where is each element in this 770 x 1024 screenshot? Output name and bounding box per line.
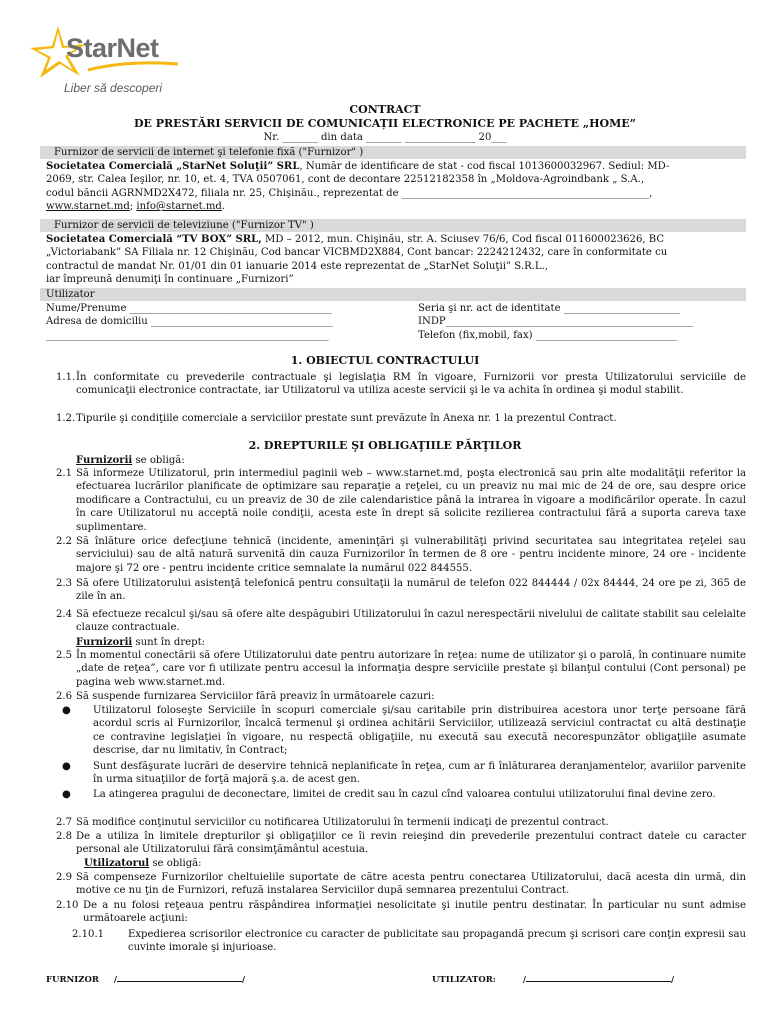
furnizor-internet-details: Societatea Comercială „StarNet Soluţii” SRL, Număr de identificare de stat - cod fiscal 1013600032967. Sediul: MD- 2069, str. Calea Ieşilor, nr. 10, et. 4, TVA 0507061, cont de decontare 22512182358 în „Moldova-Agroindbank „ S.A., codul băncii AGRNMD2X472, filiala nr. 25, Chişinău., reprezentat de _________________________________________________, www.starnet.md; info@starnet.md. [46,161,670,213]
utilizator-fields-left [46,302,416,342]
indp-field[interactable]: INDP_________________________________________________ [418,316,694,328]
contract-number-line: Nr. _______ din data _______ ______________ 20___ [263,132,507,143]
clause-2-6: 2.6 Să suspende furnizarea Serviciilor fără preaviz în următoarele cazuri: [56,691,435,702]
logo-brand: StarNet [66,33,159,63]
clause-2-3: 2.3 Să ofere Utilizatorului asistenţă telefonică pentru consultaţii la numărul de telefon 022 844444 / 02x 84444, 24 ore pe zi, 365 de zile în an. [56,578,746,603]
section1-title: 1. OBIECTUL CONTRACTULUI [290,354,480,367]
furnizor-internet-label: Furnizor de servicii de internet şi telefonie fixă ("Furnizor" ) [40,146,746,159]
utilizator-fields-right [418,302,748,342]
starnet-logo [28,20,188,100]
bullet-item: ● Utilizatorul foloseşte Serviciile în scopuri comerciale şi/sau caritabile prin distribuirea acestora unor terţe persoane fără acordul scris al Furnizorilor, încalcă termenul şi ordinea achitării Serviciilor, utilizează serviciul contractat cu altă destinaţie ce contravine legislaţiei în vigoare, nu respectă obligaţiile, nu execută sau execută necorespunzător obligaţiile asumate descrise, dar nu limitativ, în Contract; [62,705,746,757]
bullet-item: ● Sunt desfăşurate lucrări de deservire tehnică neplanificate în reţea, cum ar fi înlăturarea deranjamentelor, avariilor parvenite în urma situaţiilor de forţă majoră ş.a. de acest gen. [62,761,746,786]
adresa-field-extra[interactable]: ________________________________________________________ [46,329,329,341]
bullet-icon: ● [62,789,71,800]
section2-title: 2. DREPTURILE ŞI OBLIGAŢIILE PĂRŢILOR [248,439,522,452]
furnizor-signature-line[interactable] [117,981,242,982]
website-link[interactable]: www.starnet.md [46,201,130,213]
clause-2-10-1: 2.10.1 Expedierea scrisorilor electronice cu caracter de publicitate sau propagandă precum şi scrisori care conţin expresii sau cuvinte imorale şi injurioase. [72,929,746,954]
clause-2-2: 2.2 Să înlăture orice defecţiune tehnică (incidente, ameninţări şi vulnerabilităţi privind securitatea sau integritatea reţelei sau serviciului) sau de altă natură survenită din cauza Furnizorilor în termen de 8 ore - pentru incidente minore, 24 ore - incidente majore şi 72 ore - pentru incidente critice semnalate la numărul 022 844555. [56,536,746,574]
furnizor-signature: FURNIZOR / / [46,975,246,985]
bullet-item: ● La atingerea pragului de deconectare, limitei de credit sau în cazul cînd valoarea contului utilizatorului final devine zero. [62,789,716,800]
utilizator-label: Utilizator [40,288,746,301]
furnizorii-obligatii-heading: Furnizorii se obligă: [76,455,185,466]
clause-1-2: 1.2. Tipurile şi condiţiile comerciale a serviciilor prestate sunt prevăzute în Anexa nr. 1 la prezentul Contract. [56,413,617,424]
utilizator-signature: UTILIZATOR: / / [432,975,675,985]
bullet-icon: ● [62,761,71,772]
clause-2-7: 2.7 Să modifice conţinutul serviciilor cu notificarea Utilizatorului în termenii indicaţi de prezentul contract. [56,817,609,828]
clause-1-1: 1.1. În conformitate cu prevederile contractuale şi legislaţia RM în vigoare, Furnizorii vor presta Utilizatorului serviciile de comunicaţii electronice contractate, iar Utilizatorul va utiliza aceste servicii şi le va achita în ordinea şi modul stabilit. [56,372,746,397]
contract-subtitle: DE PRESTĂRI SERVICII DE COMUNICAȚII ELECTRONICE PE PACHETE „HOME” [134,117,636,130]
furnizorii-drepturi-heading: Furnizorii sunt în drept: [76,637,206,648]
clause-2-8: 2.8 De a utiliza în limitele drepturilor şi obligaţiilor ce îi revin reieşind din prevederile prezentului contract datele cu caracter personal ale Utilizatorului fără consimţământul acestuia. [56,831,746,856]
furnizor-tv-label: Furnizor de servicii de televiziune ("Furnizor TV" ) [40,219,746,232]
clause-2-4: 2.4 Să efectueze recalcul şi/sau să ofere alte despăgubiri Utilizatorului în cazul nerespectării nivelului de calitate stabilit sau celelalte clauze contractuale. [56,609,746,634]
furnizor-tv-details: Societatea Comercială “TV BOX” SRL, MD – 2012, mun. Chişinău, str. A. Sciusev 76/6, Cod fiscal 011600023626, BC „Victoriabank” SA Filiala nr. 12 Chişinău, Cod bancar VICBMD2X884, Cont bancar: 2224212432, care în conformitate cu contractul de mandat Nr. 01/01 din 01 ianuarie 2014 este reprezentat de „StarNet Soluţii” S.R.L., iar împreună denumiţi în continuare „Furnizori” [46,234,668,286]
adresa-field[interactable]: Adresa de domiciliu ____________________________________ [46,316,333,328]
clause-2-5: 2.5 În momentul conectării să ofere Utilizatorului date pentru autorizare în reţea: nume de utilizator şi o parolă, în continuare numite „date de reţea”, care vor fi utilizate pentru accesul la informaţia despre serviciile prestate şi bilanţul contului (Cont personal) pe pagina web www.starnet.md. [56,650,746,688]
utilizatorul-obligatii-heading: Utilizatorul se obligă: [84,858,202,869]
nume-prenume-field[interactable]: Nume/Prenume ________________________________________ [46,303,332,314]
telefon-field[interactable]: Telefon (fix,mobil, fax) ____________________________ [418,329,678,341]
clause-2-10: 2.10 De a nu folosi reţeaua pentru răspândirea informaţiei nesolicitate şi inutile pentru destinatar. În particular nu sunt admise următoarele acţiuni: [56,900,746,925]
email-link[interactable]: info@starnet.md [136,201,222,213]
clause-2-1: 2.1 Să informeze Utilizatorul, prin intermediul paginii web – www.starnet.md, poşta electronică sau prin alte modalităţii referitor la efectuarea lucrărilor planificate de optimizare sau reparaţie a reţelei, cu un preaviz nu mai mic de 24 de ore, sau despre orice modificare a Contractului, cu un preaviz de 30 de zile calendaristice până la intrarea în vigoare a modificărilor operate. În cazul în care Utilizatorul nu acceptă noile condiţii, acesta este în drept să solicite rezilierea contractului fără a suporta careva taxe suplimentare. [56,468,746,533]
utilizator-signature-line[interactable] [526,981,671,982]
clause-2-9: 2.9 Să compenseze Furnizorilor cheltuielile suportate de către acesta pentru conectarea Utilizatorului, dacă acesta din urmă, din motive ce nu ţin de Furnizori, refuză instalarea Serviciilor după semnarea prezentului Contract. [56,872,746,897]
contract-title: CONTRACT [349,103,421,116]
bullet-icon: ● [62,705,71,716]
act-identitate-field[interactable]: Seria şi nr. act de identitate _______________________ [418,303,680,314]
logo-tagline: Liber să descoperi [64,81,163,95]
